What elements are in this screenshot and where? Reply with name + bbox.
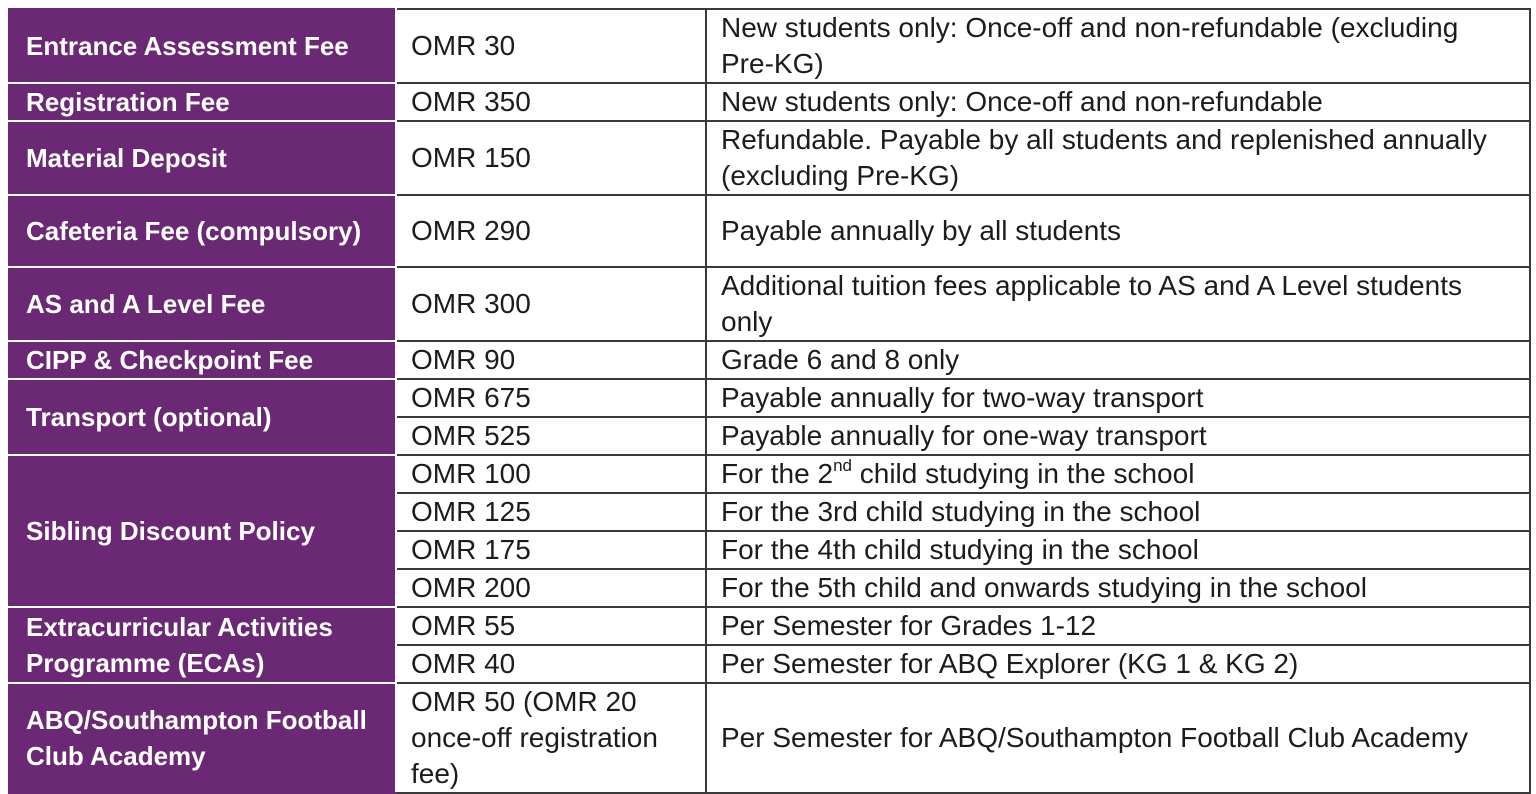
fee-description: Grade 6 and 8 only [706,341,1530,379]
fee-amount: OMR 675 [396,379,706,417]
table-row [9,83,1530,121]
fee-label-material-deposit: Material Deposit [9,121,396,195]
fee-description: Payable annually for one-way transport [706,417,1530,455]
table-row [9,267,1530,341]
fee-amount: OMR 55 [396,607,706,645]
table-row [9,121,1530,195]
fee-label-entrance-assessment: Entrance Assessment Fee [9,9,396,83]
fee-amount: OMR 525 [396,417,706,455]
ordinal-suffix: nd [833,455,852,475]
fee-description: For the 4th child studying in the school [706,531,1530,569]
fee-description: For the 3rd child studying in the school [706,493,1530,531]
fee-description: Per Semester for Grades 1-12 [706,607,1530,645]
fee-description: Additional tuition fees applicable to AS and A Level students only [706,267,1530,341]
fee-description [706,455,1530,493]
fee-label-sibling-discount: Sibling Discount Policy [9,455,396,607]
fee-amount: OMR 290 [396,195,706,267]
fee-description: Refundable. Payable by all students and replenished annually (excluding Pre-KG) [706,121,1530,195]
fee-label-ecas: Extracurricular Activities Programme (ECAs) [9,607,396,683]
description-post: child studying in the school [851,458,1195,489]
fee-label-football-academy: ABQ/Southampton Football Club Academy [9,683,396,793]
fee-amount: OMR 150 [396,121,706,195]
fee-description: Per Semester for ABQ Explorer (KG 1 & KG 2) [706,645,1530,683]
fee-description: For the 5th child and onwards studying in the school [706,569,1530,607]
fee-description: Payable annually by all students [706,195,1530,267]
fee-amount: OMR 40 [396,645,706,683]
fee-amount: OMR 90 [396,341,706,379]
fee-amount: OMR 200 [396,569,706,607]
fee-label-transport: Transport (optional) [9,379,396,455]
table-row [9,9,1530,83]
fee-description: Per Semester for ABQ/Southampton Football Club Academy [706,683,1530,793]
fee-amount: OMR 175 [396,531,706,569]
fee-amount: OMR 30 [396,9,706,83]
description-pre: For the 2 [721,458,834,489]
fee-label-as-a-level: AS and A Level Fee [9,267,396,341]
fee-label-cafeteria: Cafeteria Fee (compulsory) [9,195,396,267]
table-row [9,379,1530,417]
table-row [9,683,1530,793]
fee-amount: OMR 125 [396,493,706,531]
table-row [9,341,1530,379]
fee-amount: OMR 50 (OMR 20 once-off registration fee) [396,683,706,793]
fee-table [8,8,1531,794]
fee-description: New students only: Once-off and non-refundable [706,83,1530,121]
fee-amount: OMR 100 [396,455,706,493]
table-row [9,607,1530,645]
fee-label-registration: Registration Fee [9,83,396,121]
fee-amount: OMR 350 [396,83,706,121]
fee-description: Payable annually for two-way transport [706,379,1530,417]
fee-description: New students only: Once-off and non-refundable (excluding Pre-KG) [706,9,1530,83]
table-row [9,195,1530,267]
fee-amount: OMR 300 [396,267,706,341]
fee-label-cipp-checkpoint: CIPP & Checkpoint Fee [9,341,396,379]
table-row [9,455,1530,493]
